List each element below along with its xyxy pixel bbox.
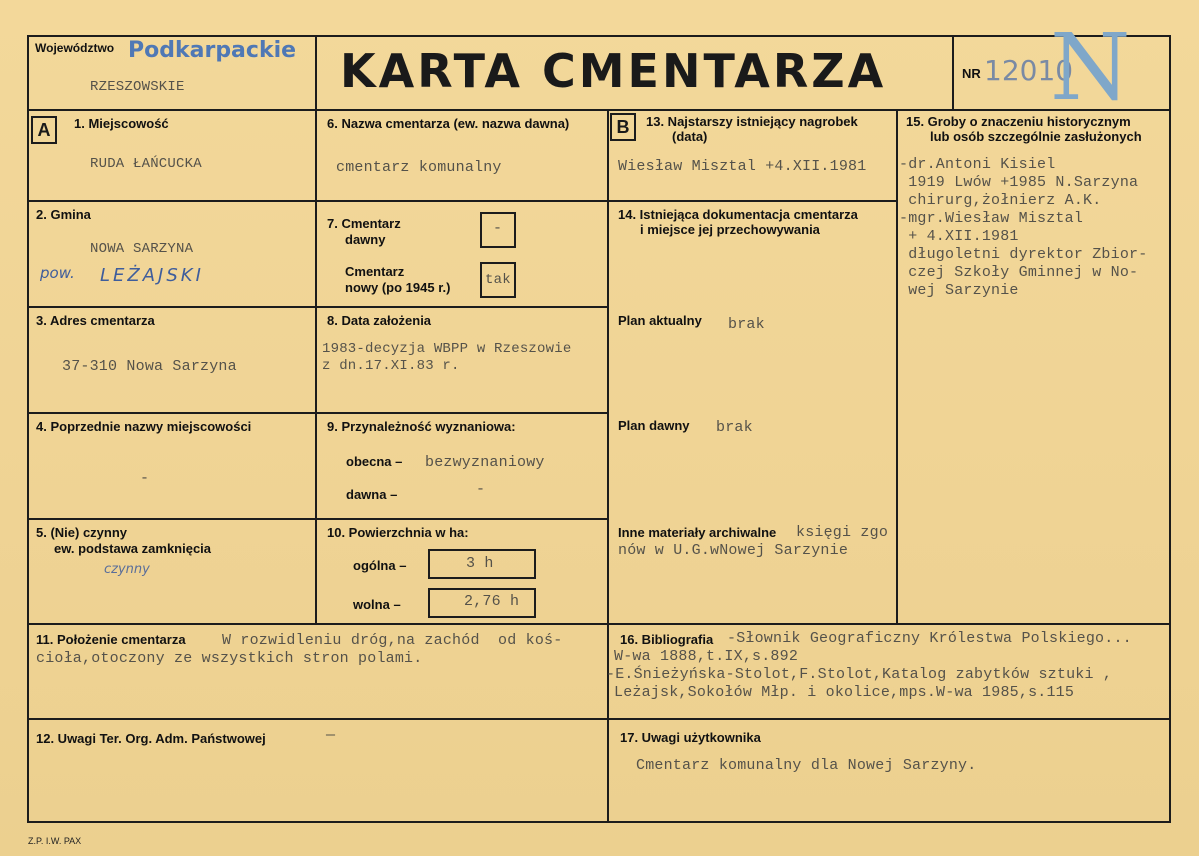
- field-15-line-5: + 4.XII.1981: [899, 228, 1019, 245]
- field-7-nowy-sublabel: nowy (po 1945 r.): [345, 280, 451, 295]
- field-14-sublabel: i miejsce jej przechowywania: [640, 222, 820, 237]
- field-17-label: 17. Uwagi użytkownika: [620, 730, 761, 745]
- field-11-label: 11. Położenie cmentarza: [36, 632, 186, 647]
- field-7-dawny-value: -: [493, 220, 503, 237]
- field-7-dawny-box: [480, 212, 516, 248]
- field-4-label: 4. Poprzednie nazwy miejscowości: [36, 419, 252, 434]
- field-9-obecna-value: bezwyznaniowy: [425, 454, 545, 471]
- field-6-label: 6. Nazwa cmentarza (ew. nazwa dawna): [327, 116, 570, 131]
- field-13-sublabel: (data): [672, 129, 708, 144]
- field-16-line-2: W-wa 1888,t.IX,s.892: [614, 648, 799, 665]
- field-2-pow-value: LEŻAJSKI: [100, 265, 204, 286]
- field-15-line-4: -mgr.Wiesław Misztal: [899, 210, 1084, 227]
- field-7-dawny-sublabel: dawny: [345, 232, 386, 247]
- printer-imprint: Z.P. I.W. PAX: [28, 836, 82, 846]
- field-17-value: Cmentarz komunalny dla Nowej Sarzyny.: [636, 757, 977, 774]
- field-15-line-8: wej Sarzynie: [899, 282, 1019, 299]
- inne-materialy-value-line2: nów w U.G.wNowej Sarzynie: [618, 542, 849, 559]
- field-7-dawny-label: 7. Cmentarz: [327, 216, 401, 231]
- field-10-ogolna-box: [428, 549, 536, 579]
- field-3-value: 37-310 Nowa Sarzyna: [62, 358, 237, 375]
- field-9-dawna-label: dawna –: [346, 487, 398, 502]
- row-sep-5: [27, 623, 1171, 625]
- nr-label: NR: [962, 66, 981, 81]
- inne-materialy-value-line1: księgi zgo: [796, 524, 889, 541]
- row-sep-6: [27, 718, 1171, 720]
- row-sep-3: [27, 412, 607, 414]
- col-sep-mid: [607, 109, 609, 821]
- field-3-label: 3. Adres cmentarza: [36, 313, 155, 328]
- field-15-sublabel: lub osób szczególnie zasłużonych: [930, 129, 1142, 144]
- wojewodztwo-label: Województwo: [35, 41, 115, 55]
- field-2-value: NOWA SARZYNA: [90, 241, 194, 257]
- field-16-line-3: -E.Śnieżyńska-Stolot,F.Stolot,Katalog zabytków sztuki ,: [606, 666, 1113, 683]
- field-9-label: 9. Przynależność wyznaniowa:: [327, 419, 516, 434]
- field-5-value: czynny: [104, 562, 150, 577]
- field-7-nowy-value: tak: [485, 272, 511, 288]
- frame-bottom: [27, 821, 1171, 823]
- plan-dawny-value: brak: [716, 419, 753, 436]
- field-1-label: 1. Miejscowość: [74, 116, 169, 131]
- plan-aktualny-value: brak: [728, 316, 765, 333]
- nr-value: 12010: [984, 54, 1074, 87]
- field-2-label: 2. Gmina: [36, 207, 91, 222]
- field-15-line-7: czej Szkoły Gminnej w No-: [899, 264, 1139, 281]
- field-8-value-line1: 1983-decyzja WBPP w Rzeszowie: [322, 341, 572, 357]
- header-sep-1: [315, 35, 317, 625]
- field-10-label: 10. Powierzchnia w ha:: [327, 525, 469, 540]
- field-15-label: 15. Groby o znaczeniu historycznym: [906, 114, 1131, 129]
- field-15-line-2: 1919 Lwów +1985 N.Sarzyna: [899, 174, 1139, 191]
- plan-aktualny-label: Plan aktualny: [618, 313, 702, 328]
- field-10-ogolna-value: 3 h: [466, 555, 494, 572]
- card-title: KARTA CMENTARZA: [340, 44, 887, 98]
- field-14-label: 14. Istniejąca dokumentacja cmentarza: [618, 207, 858, 222]
- field-5-sublabel: ew. podstawa zamknięcia: [54, 541, 212, 556]
- field-16-line-4: Leżajsk,Sokołów Młp. i okolice,mps.W-wa 1985,s.115: [614, 684, 1075, 701]
- nr-letter-stamp: N: [1050, 14, 1131, 121]
- field-15-line-1: -dr.Antoni Kisiel: [899, 156, 1056, 173]
- frame-left: [27, 35, 29, 823]
- field-10-ogolna-label: ogólna –: [353, 558, 407, 573]
- field-16-line-1: -Słownik Geograficzny Królestwa Polskiego...: [727, 630, 1132, 647]
- field-7-nowy-box: [480, 262, 516, 298]
- field-12-label: 12. Uwagi Ter. Org. Adm. Państwowej: [36, 731, 266, 746]
- row-sep-2: [27, 306, 607, 308]
- frame-right: [1169, 35, 1171, 823]
- inne-materialy-label: Inne materiały archiwalne: [618, 525, 777, 540]
- field-10-wolna-value: 2,76 h: [464, 593, 520, 610]
- section-b-marker: B: [610, 113, 636, 141]
- field-11-value-line1: W rozwidleniu dróg,na zachód od koś-: [222, 632, 563, 649]
- header-divider: [27, 109, 1171, 111]
- field-13-label: 13. Najstarszy istniejący nagrobek: [646, 114, 858, 129]
- frame-top: [27, 35, 1171, 37]
- field-5-label: 5. (Nie) czynny: [36, 525, 128, 540]
- header-sep-2: [952, 35, 954, 110]
- field-9-obecna-label: obecna –: [346, 454, 403, 469]
- field-11-value-line2: cioła,otoczony ze wszystkich stron polami.: [36, 650, 423, 667]
- field-1-value: RUDA ŁAŃCUCKA: [90, 156, 202, 172]
- field-15-line-6: długoletni dyrektor Zbior-: [899, 246, 1148, 263]
- field-16-label: 16. Bibliografia: [620, 632, 714, 647]
- wojewodztwo-stamp: Podkarpackie: [128, 38, 297, 63]
- field-4-value: -: [140, 470, 150, 487]
- field-8-value-line2: z dn.17.XI.83 r.: [322, 358, 460, 374]
- field-6-value: cmentarz komunalny: [336, 159, 502, 176]
- field-2-pow-label: pow.: [40, 264, 75, 282]
- plan-dawny-label: Plan dawny: [618, 418, 690, 433]
- wojewodztwo-value: RZESZOWSKIE: [90, 79, 185, 95]
- field-15-line-3: chirurg,żołnierz A.K.: [899, 192, 1102, 209]
- field-8-label: 8. Data założenia: [327, 313, 432, 328]
- field-7-nowy-label: Cmentarz: [345, 264, 405, 279]
- field-12-value: —: [326, 727, 336, 744]
- row-sep-4: [27, 518, 607, 520]
- field-9-dawna-value: -: [476, 481, 486, 498]
- field-13-value: Wiesław Misztal +4.XII.1981: [618, 158, 867, 175]
- field-10-wolna-box: [428, 588, 536, 618]
- col-sep-right: [896, 109, 898, 625]
- section-a-marker: A: [31, 116, 57, 144]
- row-sep-1: [27, 200, 897, 202]
- field-10-wolna-label: wolna –: [353, 597, 401, 612]
